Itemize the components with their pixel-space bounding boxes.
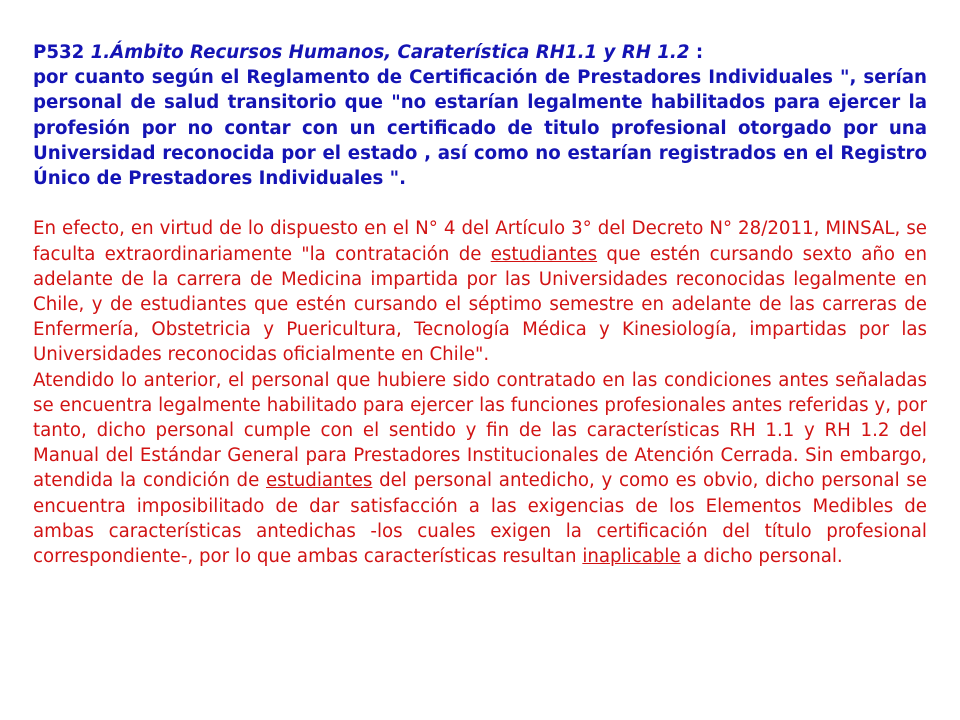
slide-content [33, 40, 927, 569]
heading-title: 1.Ámbito Recursos Humanos, Caraterística RH1.1 y RH 1.2 [90, 42, 690, 63]
paragraph-conclusion-text-1: Atendido lo anterior, el personal que hubiere sido contratado en las condiciones antes señaladas se encuentra legalmente habilitado para ejercer las funciones profesionales antes referidas y, por tanto, dicho personal cumple con el sentido y fin de las características RH 1.1 y RH 1.2 del Manual del Estándar General para Prestadores Institucionales de Atención Cerrada. Sin embargo, atendida la condición de [33, 369, 927, 492]
underlined-estudiantes-2: estudiantes [265, 470, 373, 492]
paragraph-decree-text-1: En efecto, en virtud de lo dispuesto en el N° 4 del Artículo 3° del Decreto N° 28/2011, MINSAL, se faculta extraordinariamente "la contratación de [33, 218, 927, 265]
blue-paragraph: por cuanto según el Reglamento de Certificación de Prestadores Individuales ", serían personal de salud transitorio que "no estarían legalmente habilitados para ejercer la profesión por no contar con un certificado de titulo profesional otorgado por una Universidad reconocida por el estado , así como no estarían registrados en el Registro Único de Prestadores Individuales ". [33, 67, 927, 190]
paragraph-conclusion-text-3: a dicho personal. [680, 546, 843, 568]
underlined-inaplicable: inaplicable [582, 546, 681, 568]
paragraph-spacer [33, 191, 927, 216]
paragraph-decree-text-2: que estén cursando sexto año en adelante de la carrera de Medicina impartida por las Universidades reconocidas legalmente en Chile, y de estudiantes que estén cursando el séptimo semestre en adelante de las carreras de Enfermería, Obstetricia y Puericultura, Tecnología Médica y Kinesiología, impartidas por las Universidades reconocidas oficialmente en Chile". [33, 243, 928, 366]
underlined-estudiantes-1: estudiantes [490, 243, 598, 265]
paragraph-conclusion-text-2: del personal antedicho, y como es obvio, dicho personal se encuentra imposibilitado de dar satisfacción a las exigencias de los Elementos Medibles de ambas características antedichas -los cuales exigen la certificación del título profesional correspondiente-, por lo que ambas características resultan [33, 470, 927, 568]
paragraph-decree [33, 216, 927, 367]
heading-colon: : [689, 42, 704, 63]
paragraph-conclusion [33, 368, 927, 570]
heading-code: P532 [33, 42, 85, 63]
section-heading [33, 40, 927, 65]
blue-section [33, 40, 927, 191]
